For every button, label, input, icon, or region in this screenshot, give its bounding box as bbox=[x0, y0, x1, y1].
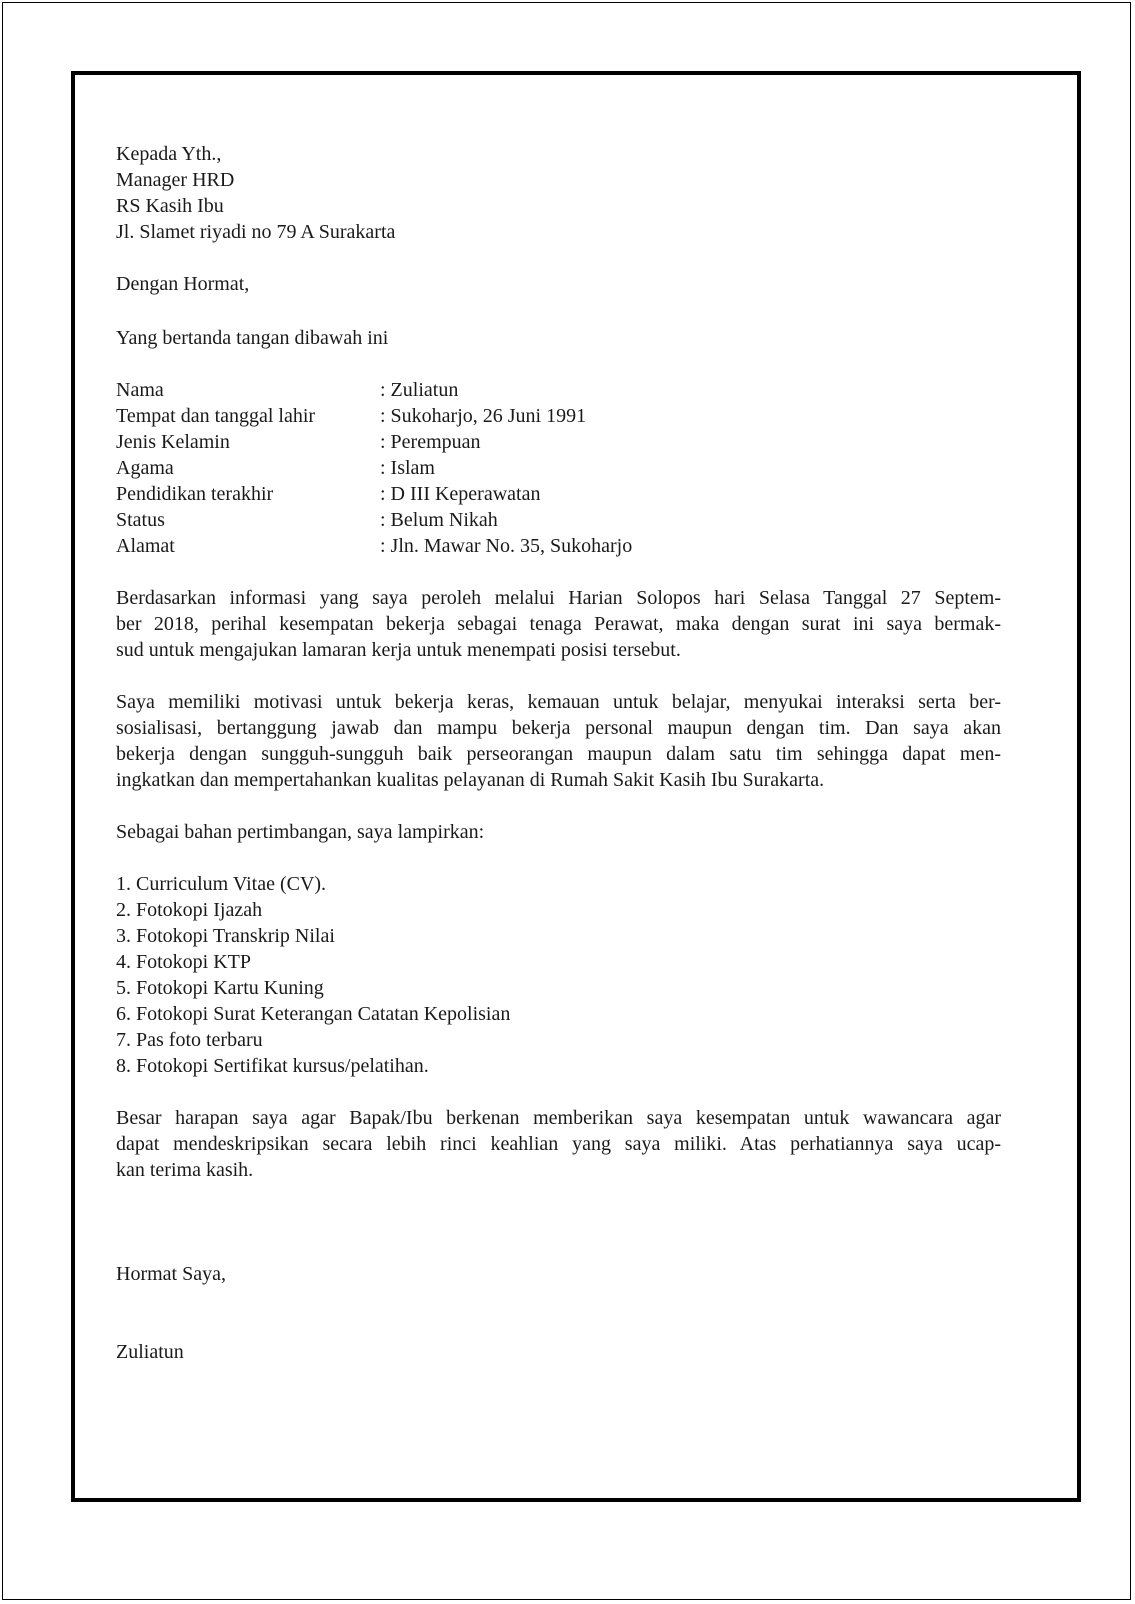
identity-value: : Jln. Mawar No. 35, Sukoharjo bbox=[380, 535, 633, 557]
attachment-item: 8. Fotokopi Sertifikat kursus/pelatihan. bbox=[116, 1055, 429, 1077]
paragraph-line: kan terima kasih. bbox=[116, 1159, 254, 1181]
sign-off: Hormat Saya, bbox=[116, 1263, 226, 1285]
paragraph-line: Besar harapan saya agar Bapak/Ibu berkenan memberikan saya kesempatan untuk wawancara agar bbox=[116, 1107, 1001, 1129]
identity-label: Status bbox=[116, 509, 165, 531]
identity-label: Pendidikan terakhir bbox=[116, 483, 274, 505]
attachment-item: 3. Fotokopi Transkrip Nilai bbox=[116, 925, 335, 947]
attachment-item: 2. Fotokopi Ijazah bbox=[116, 899, 263, 921]
paragraph-line: Berdasarkan informasi yang saya peroleh melalui Harian Solopos hari Selasa Tanggal 27 Septem- bbox=[116, 587, 1001, 609]
intro-line: Yang bertanda tangan dibawah ini bbox=[116, 327, 389, 349]
paragraph-line: ber 2018, perihal kesempatan bekerja sebagai tenaga Perawat, maka dengan surat ini saya bermak- bbox=[116, 613, 1001, 635]
paragraph-motivation bbox=[116, 689, 1001, 793]
identity-value: : Perempuan bbox=[380, 431, 481, 453]
recipient-line: Kepada Yth., bbox=[116, 143, 222, 165]
identity-label: Jenis Kelamin bbox=[116, 431, 230, 453]
paragraph-line: ingkatkan dan mempertahankan kualitas pelayanan di Rumah Sakit Kasih Ibu Surakarta. bbox=[116, 769, 825, 791]
identity-label: Nama bbox=[116, 379, 164, 401]
signature-name: Zuliatun bbox=[116, 1341, 184, 1363]
attachment-item: 6. Fotokopi Surat Keterangan Catatan Kepolisian bbox=[116, 1003, 511, 1025]
attachment-item: 4. Fotokopi KTP bbox=[116, 951, 252, 973]
paragraph-line: Saya memiliki motivasi untuk bekerja keras, kemauan untuk belajar, menyukai interaksi serta ber- bbox=[116, 691, 1001, 713]
salutation: Dengan Hormat, bbox=[116, 273, 250, 295]
attachment-item: 5. Fotokopi Kartu Kuning bbox=[116, 977, 324, 999]
identity-row bbox=[116, 455, 1036, 481]
identity-row bbox=[116, 533, 1036, 559]
identity-value: : Sukoharjo, 26 Juni 1991 bbox=[380, 405, 587, 427]
recipient-line: Manager HRD bbox=[116, 169, 235, 191]
paragraph-line: sud untuk mengajukan lamaran kerja untuk menempati posisi tersebut. bbox=[116, 639, 681, 661]
identity-table bbox=[116, 377, 1036, 559]
identity-value: : Belum Nikah bbox=[380, 509, 498, 531]
attachments-intro: Sebagai bahan pertimbangan, saya lampirkan: bbox=[116, 821, 485, 843]
identity-row bbox=[116, 429, 1036, 455]
paragraph-closing bbox=[116, 1105, 1001, 1183]
attachments-list bbox=[116, 871, 1036, 1079]
paragraph-vacancy-info bbox=[116, 585, 1001, 663]
identity-row bbox=[116, 507, 1036, 533]
attachment-item: 1. Curriculum Vitae (CV). bbox=[116, 873, 327, 895]
identity-label: Tempat dan tanggal lahir bbox=[116, 405, 316, 427]
paragraph-line: dapat mendeskripsikan secara lebih rinci keahlian yang saya miliki. Atas perhatiannya saya ucap- bbox=[116, 1133, 1001, 1155]
recipient-line: RS Kasih Ibu bbox=[116, 195, 224, 217]
identity-row bbox=[116, 403, 1036, 429]
paragraph-line: bekerja dengan sungguh-sungguh baik perseorangan maupun dalam satu tim sehingga dapat men- bbox=[116, 743, 1001, 765]
paragraph-line: sosialisasi, bertanggung jawab dan mampu bekerja personal maupun dengan tim. Dan saya akan bbox=[116, 717, 1001, 739]
recipient-address: Jl. Slamet riyadi no 79 A Surakarta bbox=[116, 221, 396, 243]
identity-value: : D III Keperawatan bbox=[380, 483, 541, 505]
identity-label: Alamat bbox=[116, 535, 175, 557]
identity-row bbox=[116, 481, 1036, 507]
attachment-item: 7. Pas foto terbaru bbox=[116, 1029, 263, 1051]
identity-label: Agama bbox=[116, 457, 174, 479]
identity-value: : Zuliatun bbox=[380, 379, 459, 401]
identity-value: : Islam bbox=[380, 457, 435, 479]
identity-row bbox=[116, 377, 1036, 403]
recipient-block bbox=[116, 141, 1036, 245]
application-letter bbox=[116, 141, 1036, 1365]
